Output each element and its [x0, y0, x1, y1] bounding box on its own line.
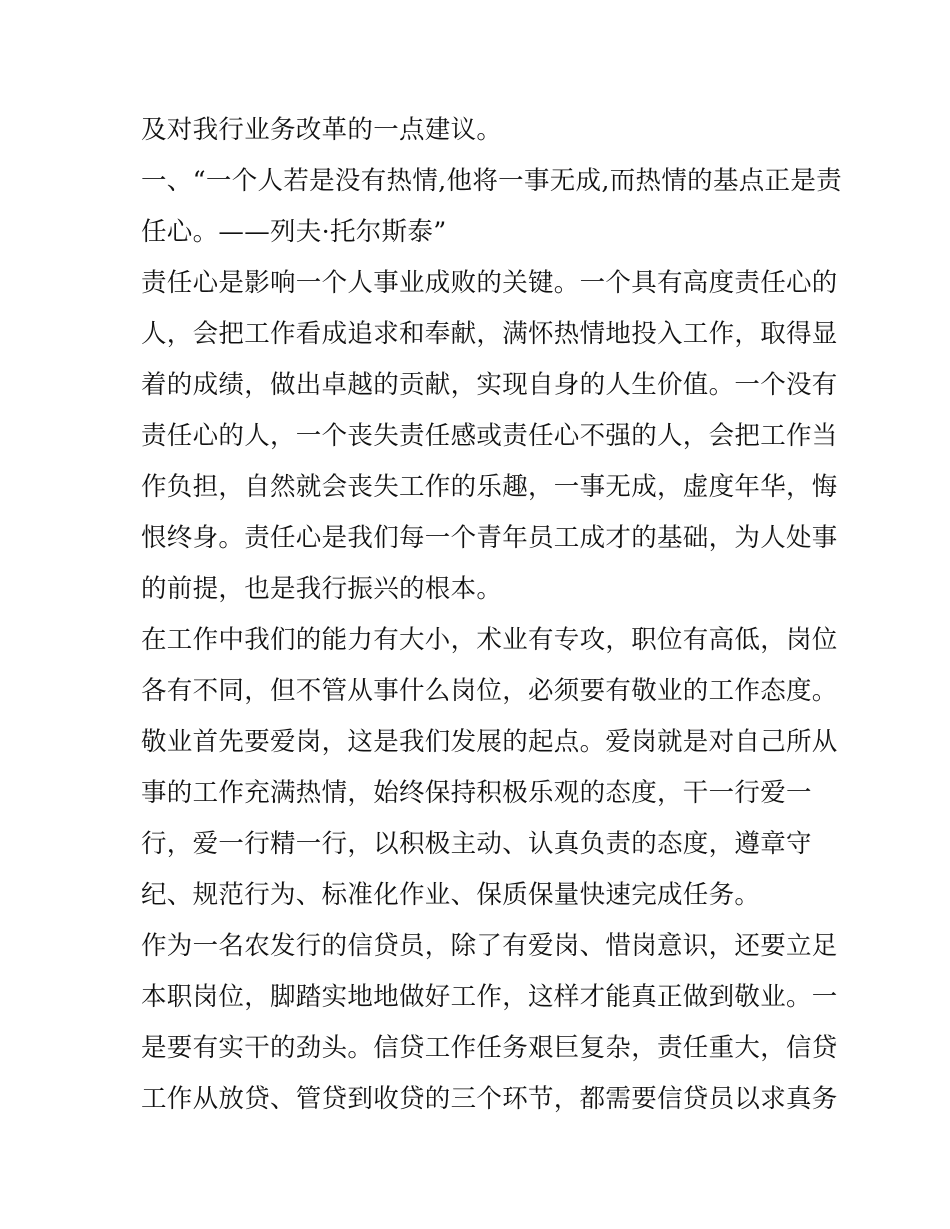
text-line: 责任心的人，一个丧失责任感或责任心不强的人，会把工作当: [141, 421, 838, 451]
text-line: 在工作中我们的能力有大小，术业有专攻，职位有高低，岗位: [141, 625, 838, 655]
text-line: 的前提，也是我行振兴的根本。: [141, 574, 503, 604]
text-line: 及对我行业务改革的一点建议。: [141, 115, 503, 145]
text-line: 纪、规范行为、标准化作业、保质保量快速完成任务。: [141, 880, 761, 910]
text-line: 事的工作充满热情，始终保持积极乐观的态度，干一行爱一: [141, 778, 812, 808]
text-line: 各有不同，但不管从事什么岗位，必须要有敬业的工作态度。: [141, 676, 838, 706]
text-line: 人，会把工作看成追求和奉献，满怀热情地投入工作，取得显: [141, 319, 838, 349]
text-line: 本职岗位，脚踏实地地做好工作，这样才能真正做到敬业。一: [141, 982, 838, 1012]
text-line: 着的成绩，做出卓越的贡献，实现自身的人生价值。一个没有: [141, 370, 838, 400]
text-line: 恨终身。责任心是我们每一个青年员工成才的基础，为人处事: [141, 523, 838, 553]
text-line: 作负担，自然就会丧失工作的乐趣，一事无成，虚度年华，悔: [141, 472, 838, 502]
text-line: 工作从放贷、管贷到收贷的三个环节，都需要信贷员以求真务: [141, 1084, 838, 1114]
text-line: 任心。——列夫·托尔斯泰”: [141, 217, 447, 247]
text-line: 责任心是影响一个人事业成败的关键。一个具有高度责任心的: [141, 268, 838, 298]
text-line: 敬业首先要爱岗，这是我们发展的起点。爱岗就是对自己所从: [141, 727, 838, 757]
text-line: 是要有实干的劲头。信贷工作任务艰巨复杂，责任重大，信贷: [141, 1033, 838, 1063]
text-line: 一、“一个人若是没有热情,他将一事无成,而热情的基点正是责: [141, 166, 842, 196]
text-line: 作为一名农发行的信贷员，除了有爱岗、惜岗意识，还要立足: [141, 931, 838, 961]
text-line: 行，爱一行精一行，以积极主动、认真负责的态度，遵章守: [141, 829, 812, 859]
